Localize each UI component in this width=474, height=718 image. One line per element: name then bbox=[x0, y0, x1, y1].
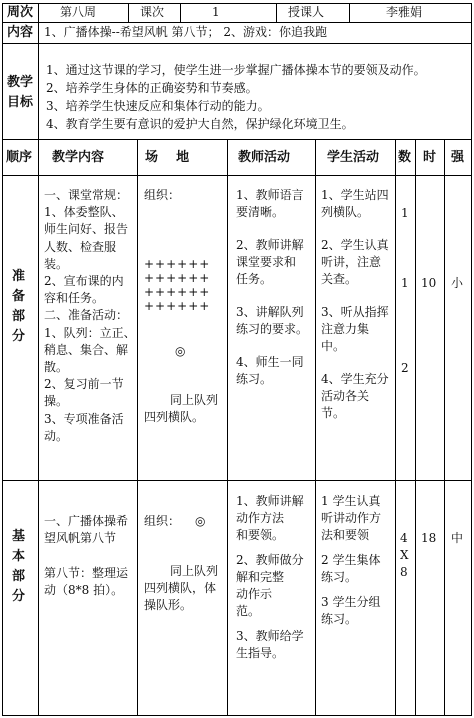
prep-content-line: 二、准备活动： bbox=[44, 308, 129, 323]
basic-count: X bbox=[400, 548, 409, 562]
rule bbox=[276, 3, 277, 22]
prep-content-line: 1、体委整队、 bbox=[44, 205, 124, 220]
basic-teacher-item-line: 动作示 bbox=[236, 587, 273, 601]
objective-item: 1、通过这节课的学习，使学生进一步掌握广播体操本节的要领及动作。 bbox=[46, 63, 426, 77]
basic-label-char: 本 bbox=[12, 549, 26, 564]
rule bbox=[2, 175, 472, 176]
basic-teacher-item-line: 动作方法 bbox=[236, 511, 285, 525]
rule bbox=[38, 3, 39, 716]
prep-label-char: 准 bbox=[12, 269, 26, 284]
prep-count: 2 bbox=[401, 361, 409, 375]
prep-teacher-item-line: 任务。 bbox=[236, 272, 273, 286]
basic-content-line: 动（8*8 拍）。 bbox=[44, 583, 124, 597]
teacher-position-icon: ◎ bbox=[175, 344, 186, 358]
header-count: 数 bbox=[398, 150, 412, 165]
header-time: 时 bbox=[423, 150, 437, 165]
rule bbox=[315, 139, 316, 716]
rule bbox=[2, 715, 472, 716]
objective-item: 4、教育学生要有意识的爱护大自然，保护绿化环境卫生。 bbox=[46, 117, 354, 131]
prep-teacher-item-line: 要清晰。 bbox=[236, 205, 285, 219]
lesson-label: 课次 bbox=[140, 5, 165, 19]
content-summary: 1、广播体操--希望风帆 第八节； 2、游戏：你追我跑 bbox=[44, 25, 328, 39]
basic-count: 4 bbox=[400, 531, 408, 545]
basic-teacher-item bbox=[236, 493, 304, 544]
prep-teacher-item-line: 2、教师讲解 bbox=[236, 238, 304, 252]
teacher-name: 李雅娟 bbox=[386, 5, 423, 19]
prep-venue-note: 四列横队。 bbox=[144, 410, 205, 424]
prep-content-line: 容和任务。 bbox=[44, 291, 105, 306]
prep-content-line: 动。 bbox=[44, 428, 69, 443]
basic-student-item-line: 3 学生分组 bbox=[321, 595, 381, 609]
prep-content-line: 师生问好、报告 bbox=[44, 222, 129, 237]
rule bbox=[471, 3, 472, 716]
prep-content-line: 人数、检查服 bbox=[44, 239, 117, 254]
basic-time: 18 bbox=[421, 531, 437, 545]
prep-student-item-line: 1、学生站四 bbox=[321, 188, 389, 202]
basic-student-item bbox=[321, 594, 381, 628]
prep-teacher-item bbox=[236, 237, 308, 288]
basic-venue-note: 同上队列 bbox=[170, 564, 219, 578]
prep-count: 1 bbox=[401, 276, 409, 290]
basic-student-activities bbox=[321, 493, 381, 628]
prep-label-char: 备 bbox=[12, 289, 26, 304]
prep-teacher-item-line: 1、教师语言 bbox=[236, 188, 304, 202]
basic-teacher-item-line: 1、教师讲解 bbox=[236, 494, 304, 508]
basic-content-line: 一、广播体操希 bbox=[44, 514, 129, 528]
prep-student-item-line: 2、学生认真 bbox=[321, 238, 389, 252]
rule bbox=[128, 3, 129, 22]
header-content: 教学内容 bbox=[52, 150, 105, 165]
basic-student-item-line: 听讲动作方 bbox=[321, 511, 382, 525]
basic-teacher-item-line: 和要领。 bbox=[236, 528, 285, 542]
prep-student-item-line: 活动各关 bbox=[321, 389, 370, 403]
prep-student-item-line: 中。 bbox=[321, 339, 346, 353]
prep-content-line: 散。 bbox=[44, 360, 69, 375]
prep-teacher-item bbox=[236, 304, 308, 338]
prep-label-char: 分 bbox=[12, 329, 26, 344]
prep-content-line: 2、复习前一节 bbox=[44, 377, 124, 392]
prep-venue-org: 组织： bbox=[144, 188, 181, 202]
prep-content bbox=[44, 187, 136, 445]
content-label: 内容 bbox=[7, 25, 34, 40]
prep-venue-note: 同上队列 bbox=[170, 393, 219, 407]
basic-venue-note: 操队形。 bbox=[144, 598, 193, 612]
prep-student-item-line: 关查。 bbox=[321, 272, 358, 286]
header-student: 学生活动 bbox=[327, 150, 380, 165]
basic-teacher-activities bbox=[236, 493, 304, 662]
rule bbox=[2, 480, 472, 481]
prep-student-item-line: 听讲，注意 bbox=[321, 255, 382, 269]
week-label: 周次 bbox=[7, 5, 34, 20]
formation-grid bbox=[144, 257, 210, 313]
basic-teacher-item-line: 生指导。 bbox=[236, 646, 285, 660]
basic-student-item-line: 1 学生认真 bbox=[321, 494, 381, 508]
formation-row: ++++++ bbox=[144, 271, 211, 285]
prep-teacher-item bbox=[236, 354, 308, 388]
formation-row: ++++++ bbox=[144, 285, 211, 299]
rule bbox=[180, 3, 181, 22]
header-teacher: 教师活动 bbox=[238, 150, 291, 165]
prep-content-line: 2、宣布课的内 bbox=[44, 274, 124, 289]
basic-teacher-item-line: 3、教师给学 bbox=[236, 629, 304, 643]
objective-item: 3、培养学生快速反应和集体行动的能力。 bbox=[46, 99, 270, 113]
rule bbox=[2, 22, 472, 23]
prep-student-item bbox=[321, 237, 389, 288]
basic-count: 8 bbox=[400, 565, 408, 579]
prep-time: 10 bbox=[421, 276, 437, 290]
rule bbox=[2, 139, 472, 140]
prep-student-item-line: 注意力集 bbox=[321, 322, 370, 336]
prep-content-line: 稍息、集合、解 bbox=[44, 342, 129, 357]
prep-teacher-item-line: 练习的要求。 bbox=[236, 322, 309, 336]
basic-label-char: 分 bbox=[12, 589, 26, 604]
basic-label-char: 部 bbox=[12, 569, 26, 584]
rule bbox=[444, 139, 445, 716]
teacher-label: 授课人 bbox=[288, 5, 325, 19]
formation-row: ++++++ bbox=[144, 299, 211, 313]
basic-intensity: 中 bbox=[451, 531, 464, 545]
basic-content-line: 第八节：整理运 bbox=[44, 566, 129, 580]
basic-venue-org: 组织： bbox=[144, 514, 181, 528]
rule bbox=[415, 139, 416, 716]
basic-label-char: 基 bbox=[12, 529, 26, 544]
prep-student-item-line: 3、听从指挥 bbox=[321, 305, 389, 319]
basic-student-item-line: 练习。 bbox=[321, 612, 358, 626]
prep-teacher-item-line: 课堂要求和 bbox=[236, 255, 297, 269]
prep-content-line: 装。 bbox=[44, 256, 69, 271]
basic-teacher-item-line: 2、教师做分 bbox=[236, 553, 304, 567]
prep-teacher-item bbox=[236, 187, 308, 221]
header-venue: 场 地 bbox=[145, 150, 190, 165]
objective-item: 2、培养学生身体的正确姿势和节奏感。 bbox=[46, 81, 258, 95]
basic-student-item-line: 2 学生集体 bbox=[321, 553, 381, 567]
prep-teacher-activities bbox=[236, 187, 308, 388]
prep-content-line: 3、专项准备活 bbox=[44, 411, 124, 426]
prep-student-activities bbox=[321, 187, 389, 422]
basic-student-item-line: 练习。 bbox=[321, 570, 358, 584]
prep-content-line: 一、课堂常规： bbox=[44, 188, 129, 202]
prep-student-item bbox=[321, 187, 389, 221]
rule bbox=[227, 139, 228, 716]
basic-student-item bbox=[321, 493, 381, 544]
week-value: 第八周 bbox=[60, 5, 97, 19]
rule bbox=[349, 3, 350, 22]
prep-teacher-item-line: 练习。 bbox=[236, 372, 273, 386]
teacher-position-icon: ◎ bbox=[195, 514, 206, 528]
prep-student-item-line: 4、学生充分 bbox=[321, 372, 389, 386]
lesson-value: 1 bbox=[212, 5, 220, 19]
objectives-label-bottom: 目标 bbox=[7, 95, 34, 110]
rule bbox=[137, 139, 138, 716]
prep-content-line: 1、队列：立正、 bbox=[44, 325, 136, 340]
basic-teacher-item-line: 范。 bbox=[236, 604, 261, 618]
basic-student-item bbox=[321, 552, 381, 586]
basic-teacher-item-line: 解和完整 bbox=[236, 570, 285, 584]
prep-student-item bbox=[321, 371, 389, 422]
basic-student-item-line: 法和要领 bbox=[321, 528, 370, 542]
header-order: 顺序 bbox=[6, 150, 33, 165]
basic-teacher-item bbox=[236, 552, 304, 620]
prep-teacher-item-line: 3、讲解队列 bbox=[236, 305, 304, 319]
basic-venue-note: 四列横队，体 bbox=[144, 581, 217, 595]
rule bbox=[2, 3, 3, 716]
formation-row: ++++++ bbox=[144, 257, 211, 271]
basic-teacher-item bbox=[236, 628, 304, 662]
prep-label-char: 部 bbox=[12, 309, 26, 324]
basic-content-line: 望风帆第八节 bbox=[44, 531, 117, 545]
prep-content-line: 操。 bbox=[44, 394, 69, 409]
objectives-label-top: 教学 bbox=[7, 75, 34, 90]
prep-student-item-line: 节。 bbox=[321, 406, 346, 420]
rule bbox=[2, 43, 472, 44]
prep-teacher-item-line: 4、师生一同 bbox=[236, 355, 304, 369]
header-intensity: 强 bbox=[451, 150, 465, 165]
prep-intensity: 小 bbox=[451, 276, 464, 290]
prep-student-item bbox=[321, 304, 389, 355]
prep-student-item-line: 列横队。 bbox=[321, 205, 370, 219]
prep-count: 1 bbox=[401, 206, 409, 220]
rule bbox=[395, 139, 396, 716]
